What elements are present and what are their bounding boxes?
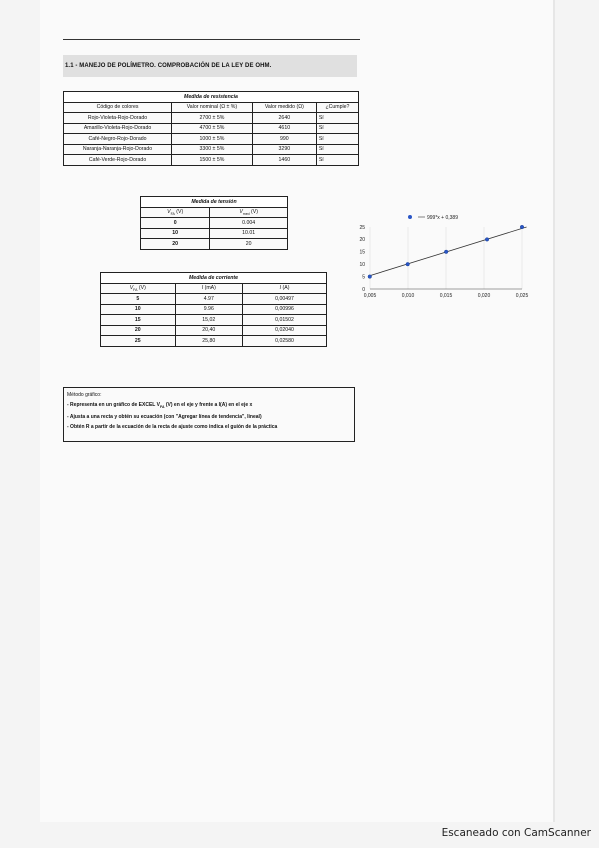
cell: 20 xyxy=(101,325,176,336)
col-header: Código de colores xyxy=(64,102,172,113)
col-header-ia: I (A) xyxy=(243,283,327,294)
col-header: Valor medido (Ω) xyxy=(252,102,316,113)
data-point xyxy=(406,262,410,266)
ohm-law-chart xyxy=(344,207,534,319)
cell: 1460 xyxy=(252,155,316,166)
cell: 5 xyxy=(101,294,176,305)
cell: 1500 ± 5% xyxy=(172,155,253,166)
cell: 25,80 xyxy=(175,336,243,347)
x-tick-label: 0,010 xyxy=(401,293,415,299)
cell: 20 xyxy=(210,239,288,250)
col-header-ima: I (mA) xyxy=(175,283,243,294)
cell: 4.97 xyxy=(175,294,243,305)
table-row xyxy=(64,113,359,124)
x-tick-label: 0,005 xyxy=(363,293,377,299)
col-header-vfa: $V_{FA}$ (V) xyxy=(101,283,176,294)
cell: 0,02040 xyxy=(243,325,327,336)
col-header-vfa: $V_{FA}$ (V) xyxy=(141,207,210,218)
cell: 2640 xyxy=(252,113,316,124)
cell: Rojo-Violeta-Rojo-Dorado xyxy=(64,113,172,124)
cell: 15,02 xyxy=(175,315,243,326)
table-row xyxy=(101,336,327,347)
cell: 4700 ± 5% xyxy=(172,123,253,134)
legend-marker xyxy=(408,215,412,219)
table-row xyxy=(141,228,288,239)
cell: 10.01 xyxy=(210,228,288,239)
y-tick-label: 5 xyxy=(362,274,365,281)
cell: 10 xyxy=(101,304,176,315)
y-tick-label: 15 xyxy=(359,249,365,256)
x-tick-label: 0,025 xyxy=(515,293,529,299)
cell: 0,00497 xyxy=(243,294,327,305)
x-tick-label: 0,015 xyxy=(439,293,453,299)
data-point xyxy=(520,225,524,229)
cell: 3290 xyxy=(252,144,316,155)
cell: 10 xyxy=(141,228,210,239)
cell: 0.004 xyxy=(210,218,288,229)
col-header: Valor nominal (Ω ± %) xyxy=(172,102,253,113)
cell: 0,01502 xyxy=(243,315,327,326)
y-tick-label: 10 xyxy=(359,262,365,268)
table-row xyxy=(141,239,288,250)
cell: 0,00996 xyxy=(243,304,327,315)
table-row xyxy=(101,304,327,315)
method-title: Método gráfico: xyxy=(67,392,102,398)
method-line-3: - Obtén R a partir de la ecuación de la recta de ajuste como indica el guión de la práctica xyxy=(67,424,278,430)
method-line-1: - Representa en un gráfico de EXCEL $V_{FA}$ (V) en el eje y frente a I(A) en el eje x xyxy=(67,402,253,409)
section-heading: 1.1 - MANEJO DE POLÍMETRO. COMPROBACIÓN DE LA LEY DE OHM. xyxy=(63,55,357,77)
cell: 2700 ± 5% xyxy=(172,113,253,124)
cell: 15 xyxy=(101,315,176,326)
camscanner-watermark: Escaneado con CamScanner xyxy=(441,827,591,839)
table-row xyxy=(101,325,327,336)
cell: 25 xyxy=(101,336,176,347)
x-tick-label: 0,020 xyxy=(477,293,491,299)
cell: 4610 xyxy=(252,123,316,134)
table-row xyxy=(64,155,359,166)
legend-label: 999*x + 0,389 xyxy=(427,215,458,221)
method-line-2: - Ajusta a una recta y obtén su ecuación (con "Agregar línea de tendencia", lineal) xyxy=(67,414,262,420)
cell: 3300 ± 5% xyxy=(172,144,253,155)
cell: Café-Negro-Rojo-Dorado xyxy=(64,134,172,145)
cell: Naranja-Naranja-Rojo-Dorado xyxy=(64,144,172,155)
y-tick-label: 20 xyxy=(359,237,365,244)
cell: Café-Verde-Rojo-Dorado xyxy=(64,155,172,166)
resistance-table xyxy=(63,91,359,166)
table-row xyxy=(64,134,359,145)
table-row xyxy=(101,294,327,305)
method-box xyxy=(63,387,355,442)
cell: 20,40 xyxy=(175,325,243,336)
cell: Sí xyxy=(316,155,358,166)
header-rule xyxy=(63,39,360,40)
cell: 0 xyxy=(141,218,210,229)
data-point xyxy=(444,250,448,254)
data-point xyxy=(485,238,489,242)
cell: 9.96 xyxy=(175,304,243,315)
voltage-table-title: Medida de tensión xyxy=(141,197,288,208)
cell: Sí xyxy=(316,134,358,145)
cell: 0,02580 xyxy=(243,336,327,347)
trend-line xyxy=(370,227,527,276)
cell: Sí xyxy=(316,113,358,124)
cell: 1000 ± 5% xyxy=(172,134,253,145)
table-row xyxy=(64,123,359,134)
current-table-title: Medida de corriente xyxy=(101,273,327,284)
cell: Sí xyxy=(316,144,358,155)
current-table xyxy=(100,272,327,347)
col-header-vmed: $V_{med}$ (V) xyxy=(210,207,288,218)
resistance-table-title: Medida de resistencia xyxy=(64,92,359,103)
cell: Sí xyxy=(316,123,358,134)
cell: 20 xyxy=(141,239,210,250)
col-header: ¿Cumple? xyxy=(316,102,358,113)
cell: 990 xyxy=(252,134,316,145)
voltage-table xyxy=(140,196,288,250)
table-row xyxy=(141,218,288,229)
cell: Amarillo-Violeta-Rojo-Dorado xyxy=(64,123,172,134)
table-row xyxy=(101,315,327,326)
y-tick-label: 25 xyxy=(359,224,365,231)
data-point xyxy=(368,275,372,279)
table-row xyxy=(64,144,359,155)
y-tick-label: 0 xyxy=(362,286,365,293)
